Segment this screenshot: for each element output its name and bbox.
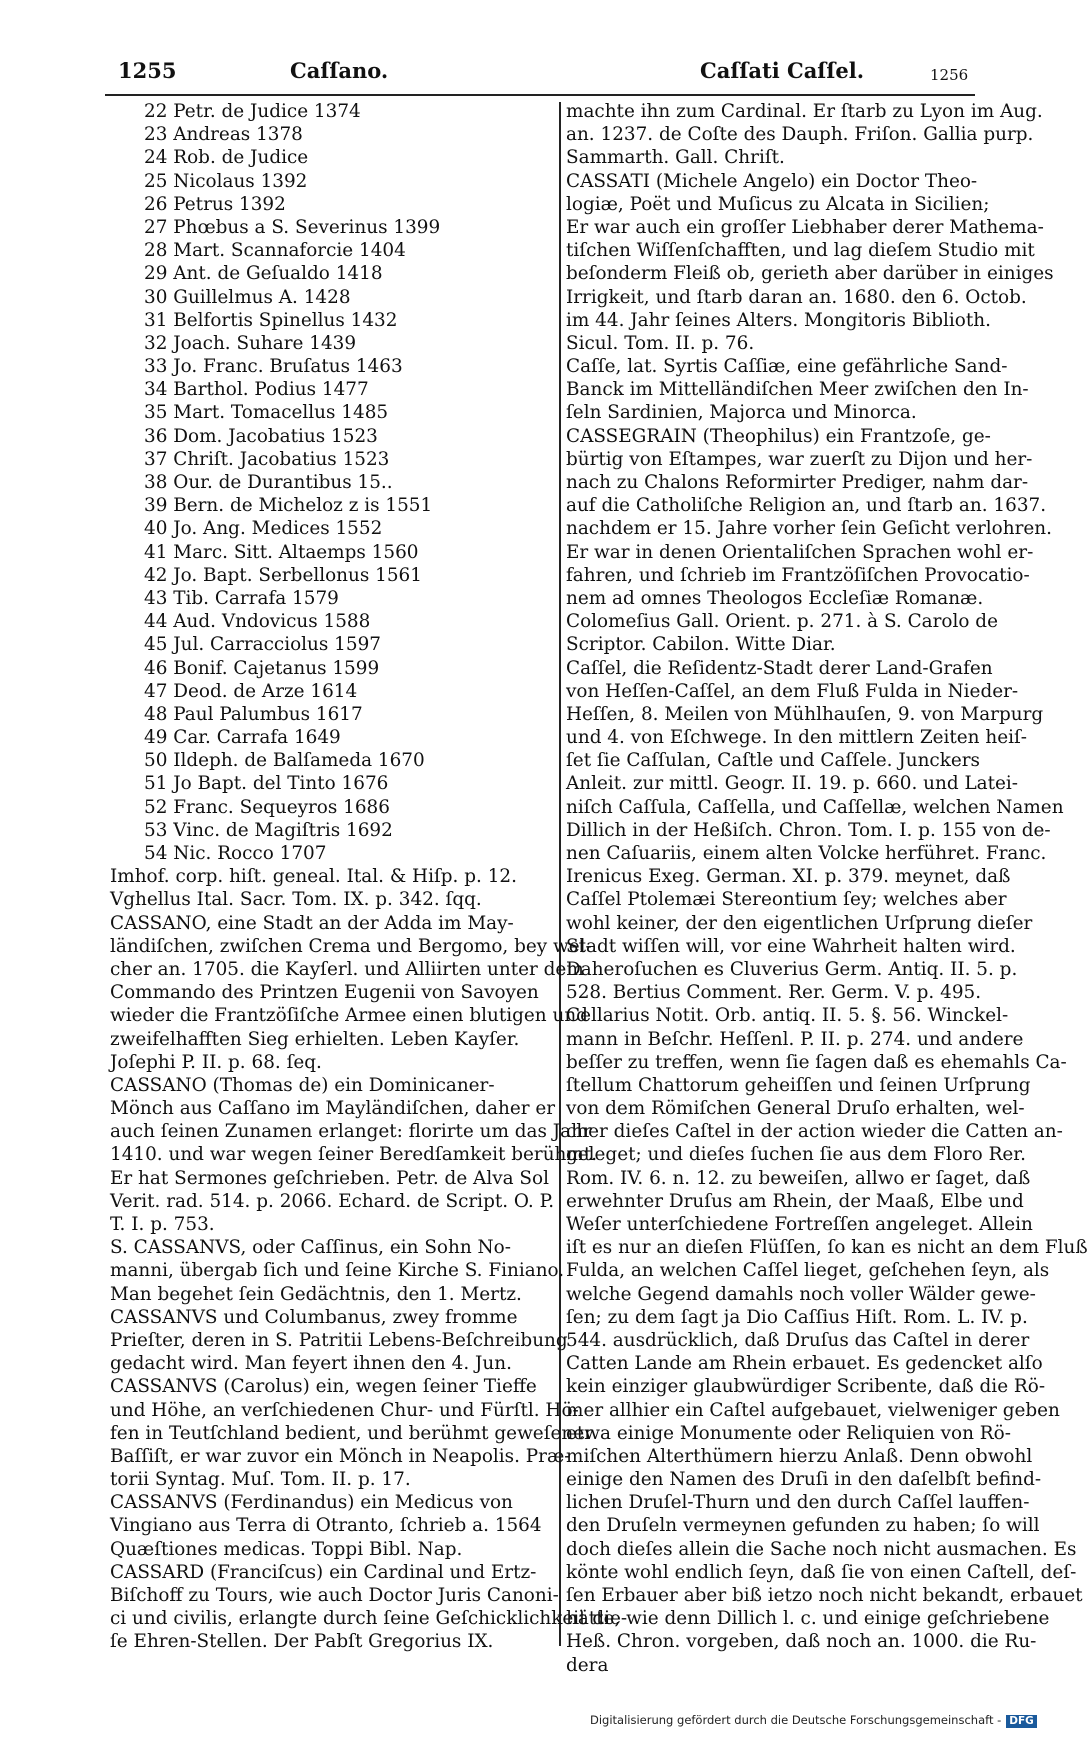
text-line: hätte, wie denn Dillich l. c. und einige geſchriebene [566,1608,1050,1630]
text-line: Weſer unterſchiedene Fortreſſen angeleget. Allein [566,1214,1033,1235]
text-line: 28 Mart. Scannaforcie 1404 [144,240,406,262]
text-line: 52 Franc. Sequeyros 1686 [144,796,390,818]
text-line: Vingiano aus Terra di Otranto, ſchrieb a. 1564 [110,1515,542,1537]
text-line: iſt es nur an dieſen Flüſſen, ſo kan es nicht an dem Fluß [566,1237,1088,1259]
left-column [110,100,628,1654]
text-line: 38 Our. de Durantibus 15.. [144,472,393,493]
text-line: von dem Römiſchen General Druſo erhalten, wel- [566,1098,1025,1120]
text-line: CASSATI (Michele Angelo) ein Doctor Theo- [566,170,978,192]
text-line: Heß. Chron. vorgeben, daß noch an. 1000. die Ru- [566,1631,1037,1653]
text-line: 35 Mart. Tomacellus 1485 [144,402,389,424]
text-line: wieder die Frantzöſiſche Armee einen blutigen und [110,1005,588,1027]
text-line: 34 Barthol. Podius 1477 [144,379,369,401]
text-line: Verit. rad. 514. p. 2066. Echard. de Script. O. P. [110,1190,555,1212]
text-line: ländiſchen, zwiſchen Crema und Bergomo, bey wel- [110,935,592,957]
text-line: Irenicus Exeg. German. XI. p. 379. meynet, daß [566,866,1011,888]
text-line: Scriptor. Cabilon. Witte Diar. [566,634,836,656]
text-line: nem ad omnes Theologos Eccleſiæ Romanæ. [566,587,984,609]
text-line: und Höhe, an verſchiedenen Chur- und Fürſtl. Hö- [110,1399,579,1421]
text-line: Er war in denen Orientaliſchen Sprachen wohl er- [566,541,1034,563]
running-title-right: Caſſati Caſſel. [700,58,865,83]
page-number-left: 1255 [118,58,177,83]
text-line: 50 Ildeph. de Balſameda 1670 [144,750,425,772]
text-line: 41 Marc. Sitt. Altaemps 1560 [144,541,419,563]
text-line: nach zu Chalons Reformirter Prediger, nahm dar- [566,472,1029,493]
text-line: geleget; und dieſes ſuchen ſie aus dem Floro Rer. [566,1144,1026,1166]
text-line: einige den Namen des Druſi in den daſelbſt befind- [566,1469,1042,1491]
text-line: Anleit. zur mittl. Geogr. II. 19. p. 660. und Latei- [566,773,1019,795]
text-line: 26 Petrus 1392 [144,193,286,215]
text-line: und 4. von Eſchwege. In den mittlern Zeiten heiſ- [566,727,1027,749]
text-line: mer allhier ein Caſtel aufgebauet, vielweniger geben [566,1399,1060,1421]
text-line: zweifelhafften Sieg erhielten. Leben Kayſer. [110,1028,520,1050]
text-line: S. CASSANVS, oder Caſſinus, ein Sohn No- [110,1237,511,1259]
text-line: dera [566,1654,609,1676]
text-line: fen in Teutſchland bedient, und berühmt geweſener [110,1422,593,1444]
text-line: von Heſſen-Caſſel, an dem Fluß Fulda in Nieder- [566,680,1019,702]
text-line: T. I. p. 753. [110,1214,215,1235]
text-line: 54 Nic. Rocco 1707 [144,843,327,864]
text-line: beſonderm Fleiß ob, gerieth aber darüber in einiges [566,263,1054,285]
text-line: Heſſen, 8. Meilen von Mühlhauſen, 9. von Marpurg [566,703,1044,725]
text-line: manni, übergab ſich und ſeine Kirche S. Finiano. [110,1260,565,1282]
text-line: Fulda, an welchen Caſſel lieget, geſchehen ſeyn, als [566,1260,1050,1282]
text-line: cher an. 1705. die Kayſerl. und Alliirten unter dem [110,958,584,980]
text-line: Biſchoff zu Tours, wie auch Doctor Juris Canoni- [110,1585,559,1606]
text-line: Vghellus Ital. Sacr. Tom. IX. p. 342. ſqq. [110,889,482,911]
dfg-logo: DFG [1006,1715,1037,1728]
text-line: 1410. und war wegen ſeiner Beredſamkeit berühmt. [110,1144,598,1166]
text-line: doch dieſes allein die Sache noch nicht ausmachen. Es [566,1538,1077,1560]
text-line: Cellarius Notit. Orb. antiq. II. 5. §. 56. Winckel- [566,1005,1009,1027]
text-line: mann in Beſchr. Heſſenl. P. II. p. 274. und andere [566,1028,1024,1050]
text-line: Stadt wiſſen will, vor eine Wahrheit halten wird. [566,935,1016,957]
text-line: auch ſeinen Zunamen erlanget: florirte um das Jahr [110,1121,592,1143]
text-line: Caſſel, die Reſidentz-Stadt derer Land-Grafen [566,657,993,679]
text-line: Sammarth. Gall. Chriſt. [566,147,785,169]
text-line: lichen Druſel-Thurn und den durch Caſſel lauffen- [566,1492,1030,1514]
text-line: miſchen Alterthümern hierzu Anlaß. Denn obwohl [566,1445,1033,1467]
text-line: Commando des Printzen Eugenii von Savoyen [110,982,539,1004]
text-line: Joſephi P. II. p. 68. ſeq. [110,1051,322,1073]
text-line: Rom. IV. 6. n. 12. zu beweiſen, allwo er ſaget, daß [566,1167,1031,1189]
text-line: kein einziger glaubwürdiger Scribente, daß die Rö- [566,1376,1046,1398]
text-line: ſen Erbauer aber biß ietzo noch nicht bekandt, erbauet [566,1585,1083,1606]
text-line: Catten Lande am Rhein erbauet. Es gedencket alſo [566,1353,1043,1375]
text-line: nachdem er 15. Jahre vorher ſein Geſicht verlohren. [566,518,1052,540]
text-line: niſch Caſſula, Caſſella, und Caſſellæ, welchen Namen [566,796,1064,818]
text-line: Prieſter, deren in S. Patritii Lebens-Beſchreibung [110,1329,568,1351]
text-line: torii Syntag. Muſ. Tom. II. p. 17. [110,1469,411,1491]
text-line: Dillich in der Heßiſch. Chron. Tom. I. p. 155 von de- [566,819,1051,841]
text-line: CASSANVS und Columbanus, zwey fromme [110,1306,518,1328]
text-line: machte ihn zum Cardinal. Er ſtarb zu Lyon im Aug. [566,101,1043,122]
text-line: 53 Vinc. de Magiſtris 1692 [144,819,393,841]
text-line: nen Caſuariis, einem alten Volcke herführet. Franc. [566,843,1047,864]
text-line: an. 1237. de Coſte des Dauph. Friſon. Gallia purp. [566,124,1034,146]
text-line: 22 Petr. de Judice 1374 [144,101,361,122]
text-line: 24 Rob. de Judice [144,147,309,169]
text-line: 46 Bonif. Cajetanus 1599 [144,657,380,679]
text-line: ſe Ehren-Stellen. Der Pabſt Gregorius IX. [110,1631,494,1653]
text-line: 30 Guillelmus A. 1428 [144,286,351,308]
text-line: 44 Aud. Vndovicus 1588 [144,611,371,633]
text-line: CASSANVS (Ferdinandus) ein Medicus von [110,1492,513,1514]
text-line: 47 Deod. de Arze 1614 [144,680,358,702]
text-line: Daheroſuchen es Cluverius Germ. Antiq. II. 5. p. [566,958,1018,980]
text-line: 27 Phœbus a S. Severinus 1399 [144,216,441,238]
text-line: 43 Tib. Carrafa 1579 [144,587,339,609]
text-line: ſen; zu dem ſagt ja Dio Caſſius Hiſt. Rom. L. IV. p. [566,1306,1028,1328]
text-line: 528. Bertius Comment. Rer. Germ. V. p. 495. [566,982,982,1004]
text-line: Baſſiſt, er war zuvor ein Mönch in Neapolis. Præ- [110,1445,571,1467]
text-line: cher dieſes Caſtel in der action wieder die Catten an- [566,1121,1063,1143]
text-line: tiſchen Wiſſenſchafften, und lag dieſem Studio mit [566,240,1035,262]
text-line: 42 Jo. Bapt. Serbellonus 1561 [144,564,422,586]
text-line: Caſſel Ptolemæi Stereontium ſey; welches aber [566,889,1007,911]
text-line: CASSEGRAIN (Theophilus) ein Frantzoſe, ge- [566,425,991,447]
text-line: Imhof. corp. hiſt. geneal. Ital. & Hiſp. p. 12. [110,866,517,888]
text-line: beſſer zu treffen, wenn ſie ſagen daß es ehemahls Ca- [566,1051,1067,1073]
text-line: Er hat Sermones geſchrieben. Petr. de Alva Sol [110,1167,549,1189]
text-line: Quæſtiones medicas. Toppi Bibl. Nap. [110,1538,463,1560]
text-line: Man begehet ſein Gedächtnis, den 1. Mertz. [110,1283,522,1305]
text-line: 23 Andreas 1378 [144,124,303,146]
text-line: 32 Joach. Suhare 1439 [144,332,357,354]
text-line: 33 Jo. Franc. Bruſatus 1463 [144,356,403,378]
text-line: CASSANO, eine Stadt an der Adda im May- [110,912,514,934]
footer-text: Digitalisierung gefördert durch die Deutsche Forschungsgemeinschaft - [590,1713,1002,1727]
text-line: 37 Chriſt. Jacobatius 1523 [144,448,390,470]
text-line: welche Gegend damahls noch voller Wälder gewe- [566,1283,1036,1305]
text-line: 31 Belfortis Spinellus 1432 [144,309,398,331]
text-line: ſet ſie Caſſulan, Caſtle und Caſſele. Junckers [566,750,980,772]
header-rule [105,94,975,96]
text-line: fahren, und ſchrieb im Frantzöſiſchen Provocatio- [566,564,1030,586]
text-line: ſeln Sardinien, Majorca und Minorca. [566,402,917,424]
text-line: 544. ausdrücklich, daß Druſus das Caſtel in derer [566,1329,1030,1351]
text-line: 29 Ant. de Geſualdo 1418 [144,263,383,285]
text-line: 48 Paul Palumbus 1617 [144,703,363,725]
text-line: 51 Jo Bapt. del Tinto 1676 [144,773,389,795]
text-line: könte wohl endlich ſeyn, daß ſie von einen Caſtell, deſ- [566,1561,1077,1583]
text-line: gedacht wird. Man feyert ihnen den 4. Jun. [110,1353,512,1375]
text-line: CASSANO (Thomas de) ein Dominicaner- [110,1074,495,1096]
text-line: erwehnter Druſus am Rhein, der Maaß, Elbe und [566,1190,1024,1212]
text-line: Sicul. Tom. II. p. 76. [566,332,755,354]
text-line: ſtellum Chattorum geheiſſen und ſeinen Urſprung [566,1074,1031,1096]
text-line: CASSARD (Franciſcus) ein Cardinal und Ertz- [110,1561,537,1583]
text-line: Colomeſius Gall. Orient. p. 271. à S. Carolo de [566,611,998,633]
text-line: bürtig von Eſtampes, war zuerſt zu Dijon und her- [566,448,1033,470]
text-line: ci und civilis, erlangte durch ſeine Geſchicklichkeit die- [110,1608,628,1630]
text-line: 45 Jul. Carracciolus 1597 [144,634,381,656]
right-column [566,100,1088,1677]
text-line: 39 Bern. de Micheloz z is 1551 [144,495,433,517]
text-line: etwa einige Monumente oder Reliquien von Rö- [566,1422,1011,1444]
text-line: den Druſeln vermeynen gefunden zu haben; ſo will [566,1515,1040,1537]
text-line: 25 Nicolaus 1392 [144,170,308,192]
text-line: auf die Catholiſche Religion an, und ſtarb an. 1637. [566,495,1047,517]
text-line: Irrigkeit, und ſtarb daran an. 1680. den 6. Octob. [566,286,1027,308]
text-line: Er war auch ein groſſer Liebhaber derer Mathema- [566,216,1044,238]
text-line: CASSANVS (Carolus) ein, wegen ſeiner Tieffe [110,1376,537,1398]
digitization-footer [590,1713,1037,1728]
text-line: wohl keiner, der den eigentlichen Urſprung dieſer [566,912,1033,934]
page-number-right: 1256 [930,66,969,84]
text-line: 49 Car. Carrafa 1649 [144,727,341,749]
text-line: Banck im Mittelländiſchen Meer zwiſchen den In- [566,379,1029,401]
text-line: Mönch aus Caſſano im Mayländiſchen, daher er [110,1098,556,1120]
text-line: 40 Jo. Ang. Medices 1552 [144,518,383,540]
running-title-left: Caſſano. [290,58,389,83]
text-line: Caſſe, lat. Syrtis Caſſiæ, eine gefährliche Sand- [566,356,1008,378]
text-line: im 44. Jahr ſeines Alters. Mongitoris Biblioth. [566,309,991,331]
text-line: logiæ, Poët und Muſicus zu Alcata in Sicilien; [566,193,990,215]
text-line: 36 Dom. Jacobatius 1523 [144,425,378,447]
